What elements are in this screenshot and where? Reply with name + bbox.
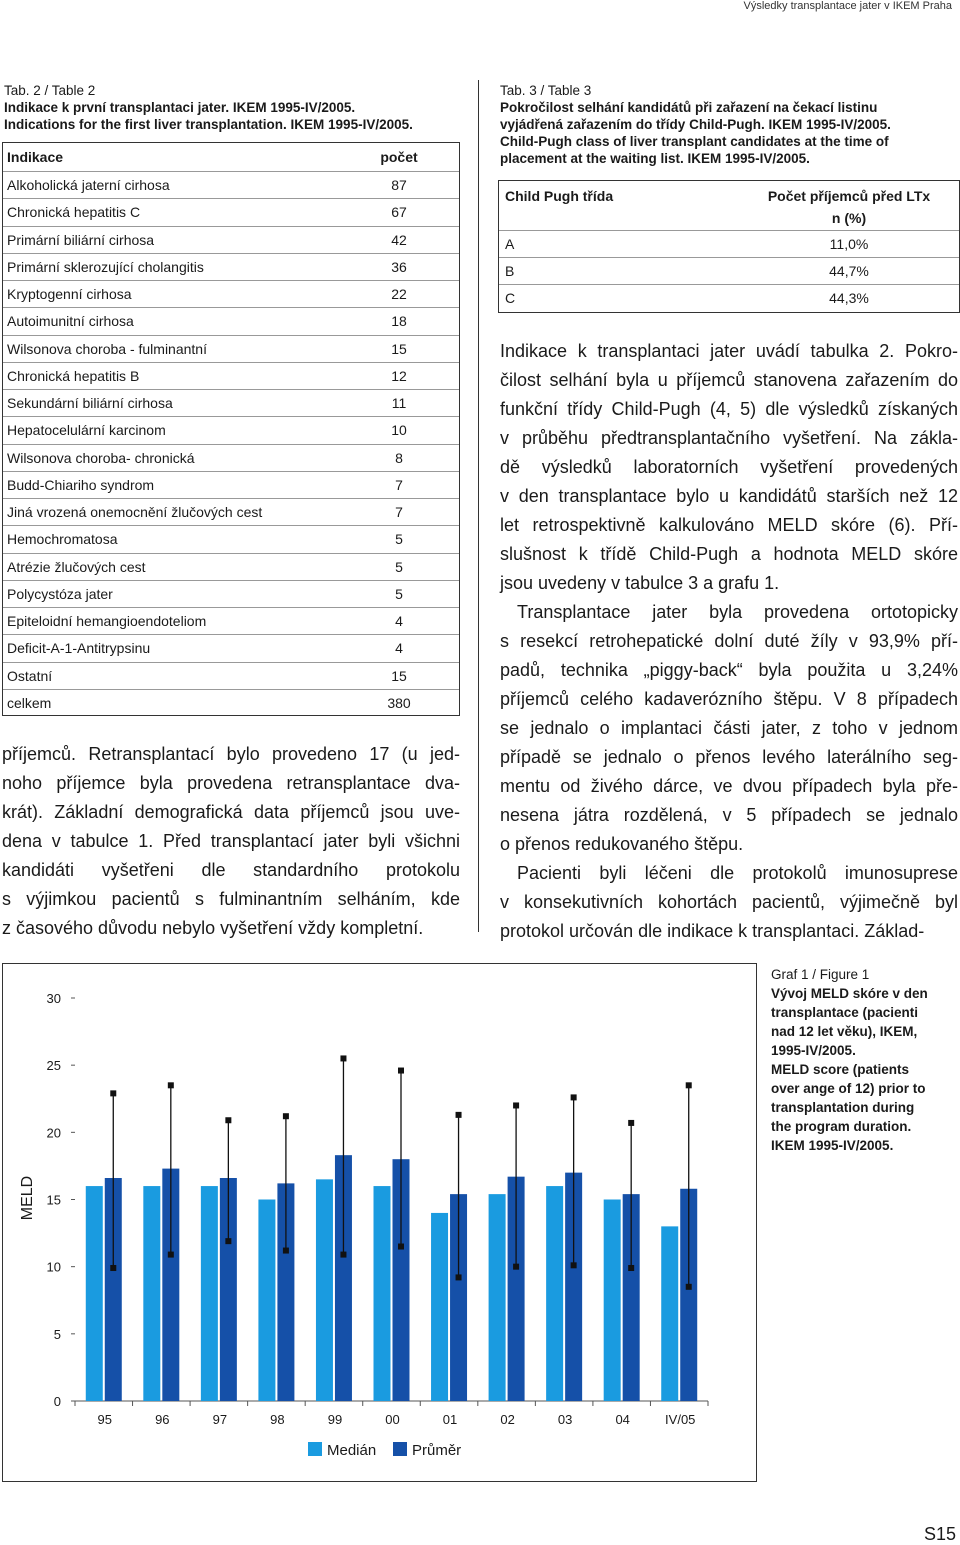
table2-row <box>3 199 459 226</box>
text-line: Indikace k transplantaci jater uvádí tabulka 2. Pokro- <box>500 341 958 361</box>
table3 <box>498 180 960 313</box>
table2-row-value: 36 <box>391 258 407 275</box>
range-high-marker <box>571 1094 577 1100</box>
x-tick-label: IV/05 <box>665 1412 696 1427</box>
text-line: kandidáti vyšetřeni dle standardního protokolu <box>2 860 460 880</box>
table3-header-class: Child Pugh třída <box>505 188 614 204</box>
x-tick-label: 03 <box>557 1412 573 1427</box>
table2-row-value: 67 <box>391 204 407 221</box>
table3-caption <box>500 82 891 167</box>
table2-row-value: 87 <box>391 177 407 193</box>
column-divider <box>478 80 479 932</box>
table2-row-name: Budd-Chiariho syndrom <box>7 476 155 493</box>
figure-caption-line: IKEM 1995-IV/2005. <box>771 1138 894 1153</box>
range-low-marker <box>283 1248 289 1254</box>
bar-median <box>201 1186 218 1401</box>
x-tick-label: 96 <box>155 1412 170 1427</box>
table3-title-cz-2: vyjádřená zařazením do třídy Child-Pugh. IKEM 1995-IV/2005. <box>500 117 891 132</box>
bar-median <box>604 1200 621 1402</box>
table3-title-en-2: placement at the waiting list. IKEM 1995-IV/2005. <box>500 151 810 166</box>
bar-median <box>546 1186 563 1401</box>
range-high-marker <box>398 1068 404 1074</box>
table2-label: Tab. 2 / Table 2 <box>4 83 96 98</box>
table2-row-value: 12 <box>391 367 407 384</box>
range-low-marker <box>398 1244 404 1250</box>
table2-row-name: Epiteloidní hemangioendoteliom <box>7 613 207 629</box>
table2-row-value: 5 <box>395 558 403 575</box>
x-tick-label: 01 <box>442 1412 458 1427</box>
range-high-marker <box>340 1055 346 1061</box>
table3-header <box>499 181 959 231</box>
y-tick-label: 30 <box>46 991 61 1006</box>
text-line: o přenos redukovaného štěpu. <box>500 834 744 854</box>
text-line: v průběhu předtransplantačního vyšetření. Na zákla- <box>500 428 958 448</box>
y-tick-label: 10 <box>46 1259 61 1275</box>
figure-caption-en <box>771 1060 956 1155</box>
legend-swatch <box>308 1442 322 1456</box>
table2-title-cz: Indikace k první transplantaci jater. IKEM 1995-IV/2005. <box>4 100 356 115</box>
table3-row-class: C <box>505 290 516 306</box>
table2-caption <box>4 82 413 133</box>
table2-row-value: 8 <box>395 449 403 466</box>
range-low-marker <box>110 1265 116 1271</box>
x-tick-label: 04 <box>615 1412 630 1427</box>
text-line: noho příjemce byla provedena retransplantace dva- <box>2 773 460 793</box>
range-low-marker <box>225 1238 231 1244</box>
bar-median <box>489 1194 506 1401</box>
range-low-marker <box>571 1262 577 1268</box>
page-number: S15 <box>923 1524 956 1544</box>
text-line: funkční třídy Child-Pugh (4, 5) dle výsledků získaných <box>500 399 958 419</box>
table2-row-value: 5 <box>395 531 403 548</box>
text-line: v den transplantace bylo u kandidátů starších než 12 <box>500 486 958 506</box>
text-line: příjemců. Retransplantací bylo provedeno 17 (u jed- <box>2 744 460 764</box>
table2-row-value: 380 <box>387 694 411 711</box>
range-low-marker <box>686 1284 692 1290</box>
text-line: slušnost k třídě Child-Pugh a hodnota MELD skóre <box>500 544 958 564</box>
text-line: dena v tabulce 1. Před transplantací jater byli všichni <box>2 831 460 851</box>
table2-row-value: 22 <box>391 286 407 302</box>
text-line: protokol určován dle indikace k transplantaci. Základ- <box>500 921 925 941</box>
text-line: se jednalo o implantaci části jater, z toho v jednom <box>500 718 958 738</box>
y-tick-label: 15 <box>46 1192 61 1208</box>
x-tick-label: 97 <box>212 1412 228 1427</box>
table2-row <box>3 445 459 472</box>
table2-row-name: Atrézie žlučových cest <box>7 558 146 575</box>
table3-label: Tab. 3 / Table 3 <box>500 83 592 98</box>
figure-caption-line: the program duration. <box>771 1119 912 1134</box>
table3-row <box>499 285 959 312</box>
figure-caption-line: transplantation during <box>771 1100 915 1115</box>
right-column-text <box>500 337 958 946</box>
text-line: případě se jednalo o přenos levého laterálního seg- <box>500 747 958 767</box>
text-line: mentu od živého dárce, ve dvou případech byla pře- <box>500 776 958 796</box>
bar-median <box>86 1186 103 1401</box>
bar-median <box>258 1200 275 1402</box>
table2-row <box>3 336 459 363</box>
table2-title-en: Indications for the first liver transplantation. IKEM 1995-IV/2005. <box>4 117 413 132</box>
bar-median <box>316 1179 333 1401</box>
meld-chart <box>3 964 756 1481</box>
table2-row-value: 4 <box>395 640 403 657</box>
table3-title-en-1: Child-Pugh class of liver transplant candidates at the time of <box>500 134 889 149</box>
text-line: s resekcí retrohepatické dolní duté žíly v 93,9% pří- <box>500 631 958 651</box>
table3-row-value: 11,0% <box>829 236 869 252</box>
table2-row-name: Primární biliární cirhosa <box>7 231 155 248</box>
range-low-marker <box>456 1274 462 1280</box>
table2-row <box>3 363 459 390</box>
text-line: Transplantace jater byla provedena ortotopicky <box>517 602 958 622</box>
text-line: jsou uvedeny v tabulce 3 a grafu 1. <box>500 573 780 593</box>
table2-row-value: 10 <box>391 422 407 439</box>
figure-label: Graf 1 / Figure 1 <box>771 967 870 982</box>
range-low-marker <box>628 1265 634 1271</box>
table2-row-name: Hepatocelulární karcinom <box>7 422 166 439</box>
table2-row-value: 15 <box>391 340 407 357</box>
text-line: let retrospektivně kalkulováno MELD skóre (6). Pří- <box>500 515 958 535</box>
table2-row-value: 42 <box>391 231 407 248</box>
table2-row <box>3 635 459 662</box>
left-column-text <box>2 740 460 943</box>
table3-row-value: 44,7% <box>829 263 869 279</box>
table2-row-name: Polycystóza jater <box>7 585 113 602</box>
table3-title-cz-1: Pokročilost selhání kandidátů při zařazení na čekací listinu <box>500 100 878 115</box>
range-high-marker <box>513 1102 519 1108</box>
table2-row <box>3 526 459 553</box>
range-low-marker <box>340 1252 346 1258</box>
bar-median <box>374 1186 391 1401</box>
text-line: z časového důvodu nebylo vyšetření vždy kompletní. <box>2 918 424 938</box>
figure-caption-cz <box>771 984 956 1060</box>
range-high-marker <box>110 1090 116 1096</box>
table2-row-name: Sekundární biliární cirhosa <box>7 395 173 411</box>
table2-row-name: Hemochromatosa <box>7 531 118 548</box>
table2-row <box>3 227 459 254</box>
y-axis-label: MELD <box>19 1175 36 1221</box>
range-high-marker <box>628 1120 634 1126</box>
table2-row <box>3 308 459 335</box>
table2-row-value: 11 <box>391 395 407 411</box>
table2-row-value: 18 <box>391 313 407 330</box>
table2-row <box>3 690 459 717</box>
table2-row <box>3 472 459 499</box>
x-tick-label: 00 <box>385 1412 400 1427</box>
table2-row <box>3 608 459 635</box>
range-high-marker <box>456 1112 462 1118</box>
text-line: krát). Základní demografická data příjemců jsou uve- <box>2 802 460 822</box>
table2-row-name: Chronická hepatitis C <box>7 204 141 221</box>
table3-header-unit: n (%) <box>831 210 867 226</box>
table2-row-name: Wilsonova choroba- chronická <box>7 449 195 466</box>
table2 <box>2 142 460 716</box>
range-high-marker <box>686 1082 692 1088</box>
table2-header <box>3 143 459 172</box>
bar-median <box>661 1226 678 1401</box>
bar-median <box>143 1186 160 1401</box>
text-line: s výjimkou pacientů s fulminantním selháním, kde <box>2 889 460 909</box>
range-high-marker <box>225 1117 231 1123</box>
range-low-marker <box>168 1252 174 1258</box>
table3-header-count: Počet příjemců před LTx <box>767 188 931 204</box>
x-tick-label: 98 <box>270 1412 285 1427</box>
text-line: dě výsledků laboratorních vyšetření provedených <box>500 457 958 477</box>
chart-frame <box>2 963 757 1482</box>
table2-row <box>3 663 459 690</box>
text-line: příjemců celého kadaverózního štěpu. V 8 případech <box>500 689 958 709</box>
range-high-marker <box>168 1082 174 1088</box>
range-high-marker <box>283 1113 289 1119</box>
table3-row <box>499 231 959 258</box>
table2-row <box>3 390 459 417</box>
y-tick-label: 0 <box>53 1394 61 1409</box>
y-tick-label: 5 <box>53 1326 61 1342</box>
figure-caption-line: 1995-IV/2005. <box>771 1043 856 1058</box>
table2-row-name: Wilsonova choroba - fulminantní <box>7 340 207 357</box>
text-line: čilost selhání byla u příjemců stanovena zařazením do <box>500 370 958 390</box>
table2-row-name: Kryptogenní cirhosa <box>7 286 132 302</box>
table2-row <box>3 581 459 608</box>
table2-row <box>3 417 459 444</box>
x-tick-label: 99 <box>327 1412 343 1427</box>
table2-row-name: Autoimunitní cirhosa <box>7 313 134 330</box>
bar-median <box>431 1213 448 1401</box>
table2-row-value: 5 <box>395 585 403 602</box>
table3-row-value: 44,3% <box>829 290 869 306</box>
table2-row <box>3 281 459 308</box>
table2-row-name: Alkoholická jaterní cirhosa <box>7 177 170 193</box>
figure-caption-line: nad 12 let věku), IKEM, <box>771 1024 918 1039</box>
table2-row-name: Primární sklerozující cholangitis <box>7 258 204 275</box>
table2-row-name: Deficit-A-1-Antitrypsinu <box>7 640 151 657</box>
table2-row-name: Chronická hepatitis B <box>7 367 140 384</box>
table2-row-value: 4 <box>395 613 403 629</box>
table2-row <box>3 499 459 526</box>
x-tick-label: 95 <box>97 1412 113 1427</box>
table3-row-class: A <box>505 236 515 252</box>
table2-row-name: celkem <box>7 694 52 711</box>
text-line: Pacienti byli léčeni dle protokolů imunosuprese <box>517 863 958 883</box>
y-tick-label: 20 <box>46 1125 61 1141</box>
table2-row-name: Jiná vrozená onemocnění žlučových cest <box>7 504 263 520</box>
table3-row-class: B <box>505 263 515 279</box>
range-low-marker <box>513 1264 519 1270</box>
table2-header-value: počet <box>380 149 418 165</box>
text-line: nesena játra rozdělená, v 5 případech se jednalo <box>500 805 958 825</box>
table2-row-value: 15 <box>391 667 407 684</box>
table2-row <box>3 254 459 281</box>
table2-row-value: 7 <box>395 476 403 493</box>
table2-row <box>3 172 459 199</box>
text-line: padů, technika „piggy-back“ byla použita u 3,24% <box>500 660 958 680</box>
running-head: Výsledky transplantace jater v IKEM Praha <box>743 0 952 12</box>
legend-swatch <box>393 1442 407 1456</box>
figure-caption-line: Vývoj MELD skóre v den <box>771 986 928 1001</box>
table2-header-name: Indikace <box>7 149 64 165</box>
legend-label: Medián <box>327 1442 377 1459</box>
table3-row <box>499 258 959 285</box>
text-line: v konsekutivních kohortách pacientů, výjimečně byl <box>500 892 958 912</box>
table2-row-value: 7 <box>395 504 403 520</box>
figure-caption-line: over ange of 12) prior to <box>771 1081 926 1096</box>
y-tick-label: 25 <box>46 1058 61 1074</box>
figure-caption <box>771 965 956 1155</box>
x-tick-label: 02 <box>500 1412 515 1427</box>
table2-row-name: Ostatní <box>7 667 53 684</box>
table2-row <box>3 554 459 581</box>
figure-caption-line: transplantace (pacienti <box>771 1005 919 1020</box>
legend-label: Průměr <box>412 1442 462 1459</box>
figure-caption-line: MELD score (patients <box>771 1062 910 1077</box>
y-axis-label-wrap <box>13 1175 43 1221</box>
